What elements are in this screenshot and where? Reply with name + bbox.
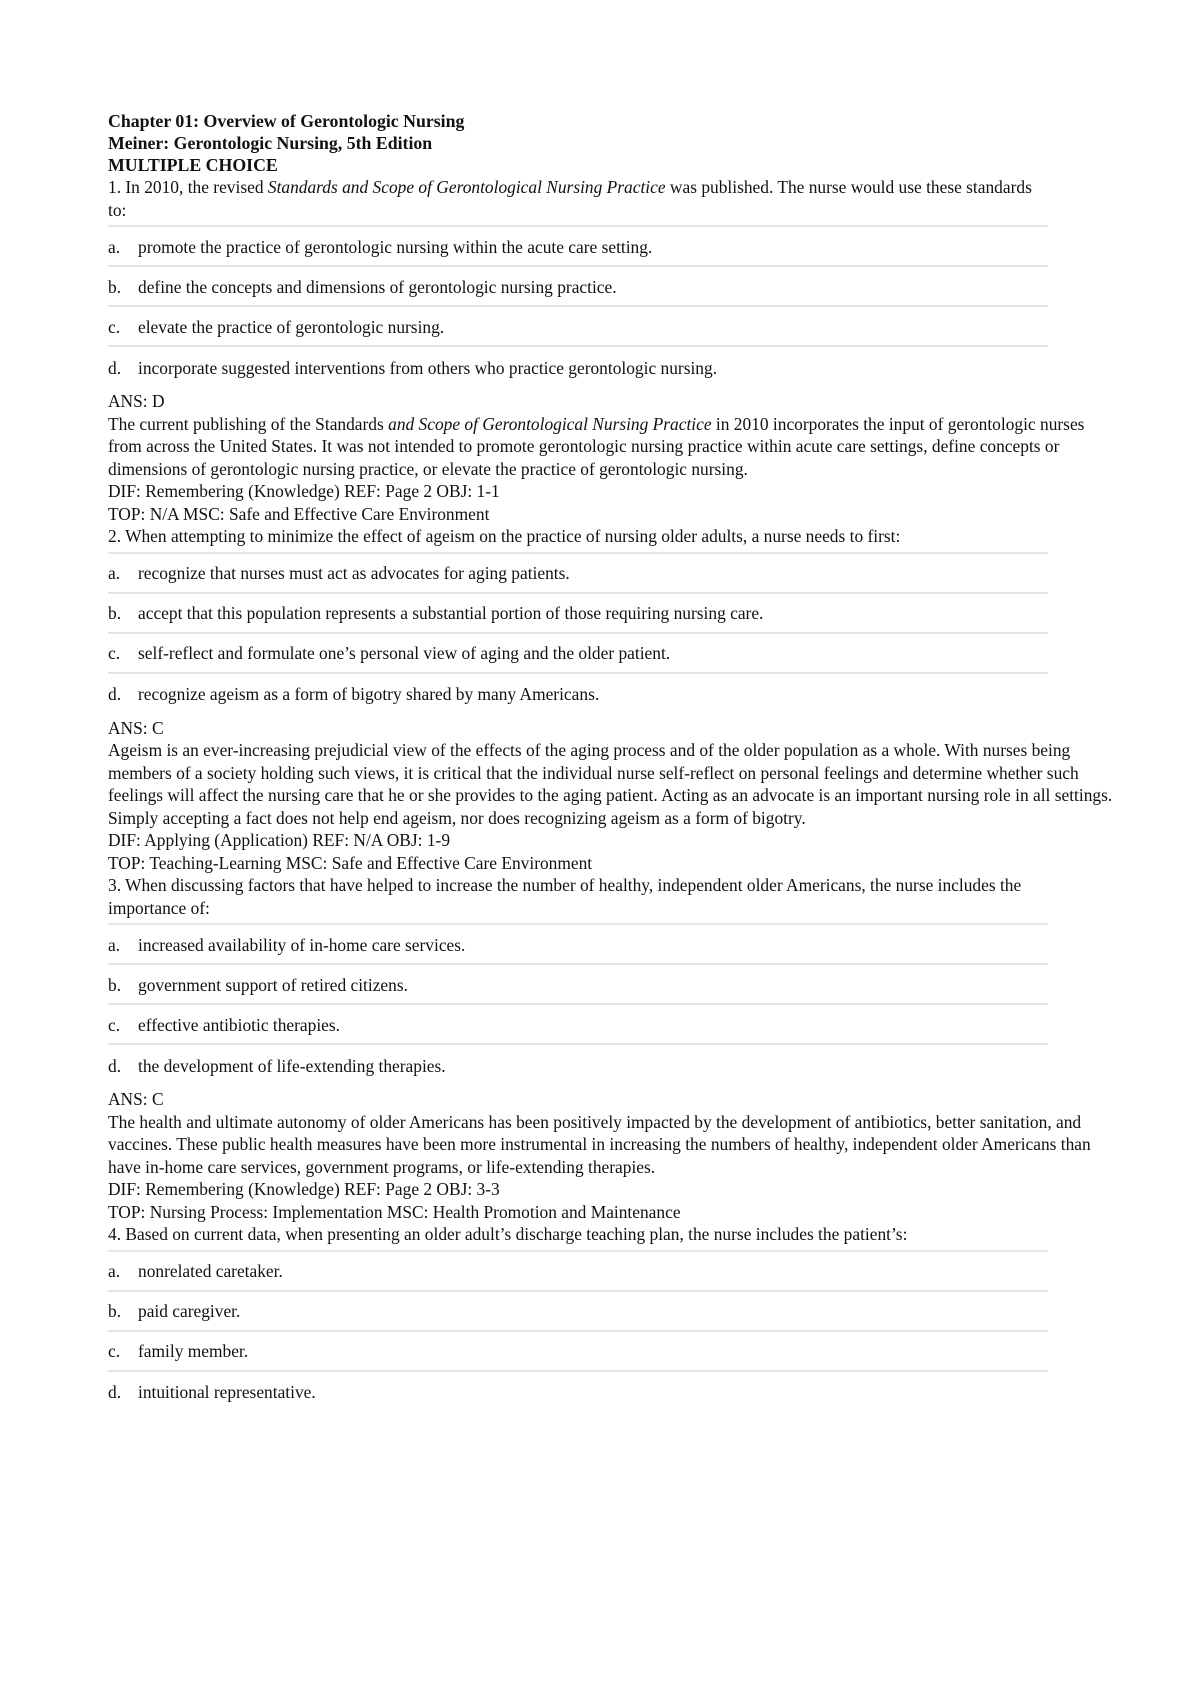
answer-option-a[interactable]: a. nonrelated caretaker. xyxy=(108,1252,1048,1292)
document-page xyxy=(108,110,1118,1412)
question-stem: 2. When attempting to minimize the effect of ageism on the practice of nursing older adults, a nurse needs to first: xyxy=(108,525,1048,554)
topic-msc: TOP: Nursing Process: Implementation MSC: Health Promotion and Maintenance xyxy=(108,1201,681,1222)
question-stem: 1. In 2010, the revised Standards and Scope of Gerontological Nursing Practice was published. The nurse would use these standards to: xyxy=(108,176,1048,227)
question-stem: 3. When discussing factors that have helped to increase the number of healthy, independent older Americans, the nurse includes the importance of: xyxy=(108,874,1048,925)
answer-option-a[interactable]: a. recognize that nurses must act as advocates for aging patients. xyxy=(108,554,1048,594)
chapter-title: Chapter 01: Overview of Gerontologic Nursing xyxy=(108,111,465,131)
answer-option-c[interactable]: c. elevate the practice of gerontologic nursing. xyxy=(108,307,1048,347)
difficulty-ref-objective: DIF: Remembering (Knowledge) REF: Page 2 OBJ: 3-3 xyxy=(108,1179,500,1199)
book-title: Meiner: Gerontologic Nursing, 5th Edition xyxy=(108,133,433,153)
topic-msc: TOP: Teaching-Learning MSC: Safe and Effective Care Environment xyxy=(108,852,593,873)
difficulty-ref-objective: DIF: Applying (Application) REF: N/A OBJ: 1-9 xyxy=(108,830,451,850)
answer-option-b[interactable]: b. government support of retired citizens. xyxy=(108,965,1048,1005)
answer-option-c[interactable]: c. family member. xyxy=(108,1332,1048,1372)
answer-key: ANS: C xyxy=(108,1089,164,1109)
answer-option-a[interactable]: a. promote the practice of gerontologic nursing within the acute care setting. xyxy=(108,227,1048,267)
answer-option-b[interactable]: b. accept that this population represents a substantial portion of those requiring nursing care. xyxy=(108,594,1048,634)
rationale: The current publishing of the Standards and Scope of Gerontological Nursing Practice in 2010 incorporates the input of gerontologic nurses from across the United States. It was not intended to promote gerontologic nursing practice within acute care settings, define concepts or dimensions of gerontologic nursing practice, or elevate the practice of gerontologic nursing. xyxy=(108,413,1085,479)
question-stem: 4. Based on current data, when presenting an older adult’s discharge teaching plan, the nurse includes the patient’s: xyxy=(108,1223,1048,1252)
answer-option-a[interactable]: a. increased availability of in-home care services. xyxy=(108,925,1048,965)
difficulty-ref-objective: DIF: Remembering (Knowledge) REF: Page 2 OBJ: 1-1 xyxy=(108,481,500,501)
answer-option-b[interactable]: b. paid caregiver. xyxy=(108,1292,1048,1332)
answer-option-d[interactable]: d. intuitional representative. xyxy=(108,1382,316,1403)
answer-option-c[interactable]: c. self-reflect and formulate one’s personal view of aging and the older patient. xyxy=(108,634,1048,674)
answer-option-c[interactable]: c. effective antibiotic therapies. xyxy=(108,1005,1048,1045)
question-4 xyxy=(108,1223,1118,1412)
answer-option-d[interactable]: d. the development of life-extending therapies. xyxy=(108,1055,446,1076)
question-3 xyxy=(108,874,1118,1223)
answer-key: ANS: C xyxy=(108,717,164,738)
answer-option-b[interactable]: b. define the concepts and dimensions of gerontologic nursing practice. xyxy=(108,267,1048,307)
question-1 xyxy=(108,176,1118,525)
question-2 xyxy=(108,525,1118,874)
answer-option-d[interactable]: d. recognize ageism as a form of bigotry shared by many Americans. xyxy=(108,684,600,705)
topic-msc: TOP: N/A MSC: Safe and Effective Care Environment xyxy=(108,503,490,524)
answer-key: ANS: D xyxy=(108,391,165,411)
rationale: The health and ultimate autonomy of older Americans has been positively impacted by the development of antibiotics, better sanitation, and vaccines. These public health measures have been more instrumental in increasing the numbers of healthy, independent older Americans than have in-home care services, government programs, or life-extending therapies. xyxy=(108,1111,1091,1177)
section-heading: MULTIPLE CHOICE xyxy=(108,155,278,175)
rationale: Ageism is an ever-increasing prejudicial view of the effects of the aging process and of the older population as a whole. With nurses being members of a society holding such views, it is critical that the individual nurse self-reflect on personal feelings and determine whether such feelings will affect the nursing care that he or she provides to the aging patient. Acting as an advocate is an important nursing role in all settings. Simply accepting a fact does not help end ageism, nor does recognizing ageism as a form of bigotry. xyxy=(108,740,1113,828)
answer-option-d[interactable]: d. incorporate suggested interventions from others who practice gerontologic nursing. xyxy=(108,357,718,378)
